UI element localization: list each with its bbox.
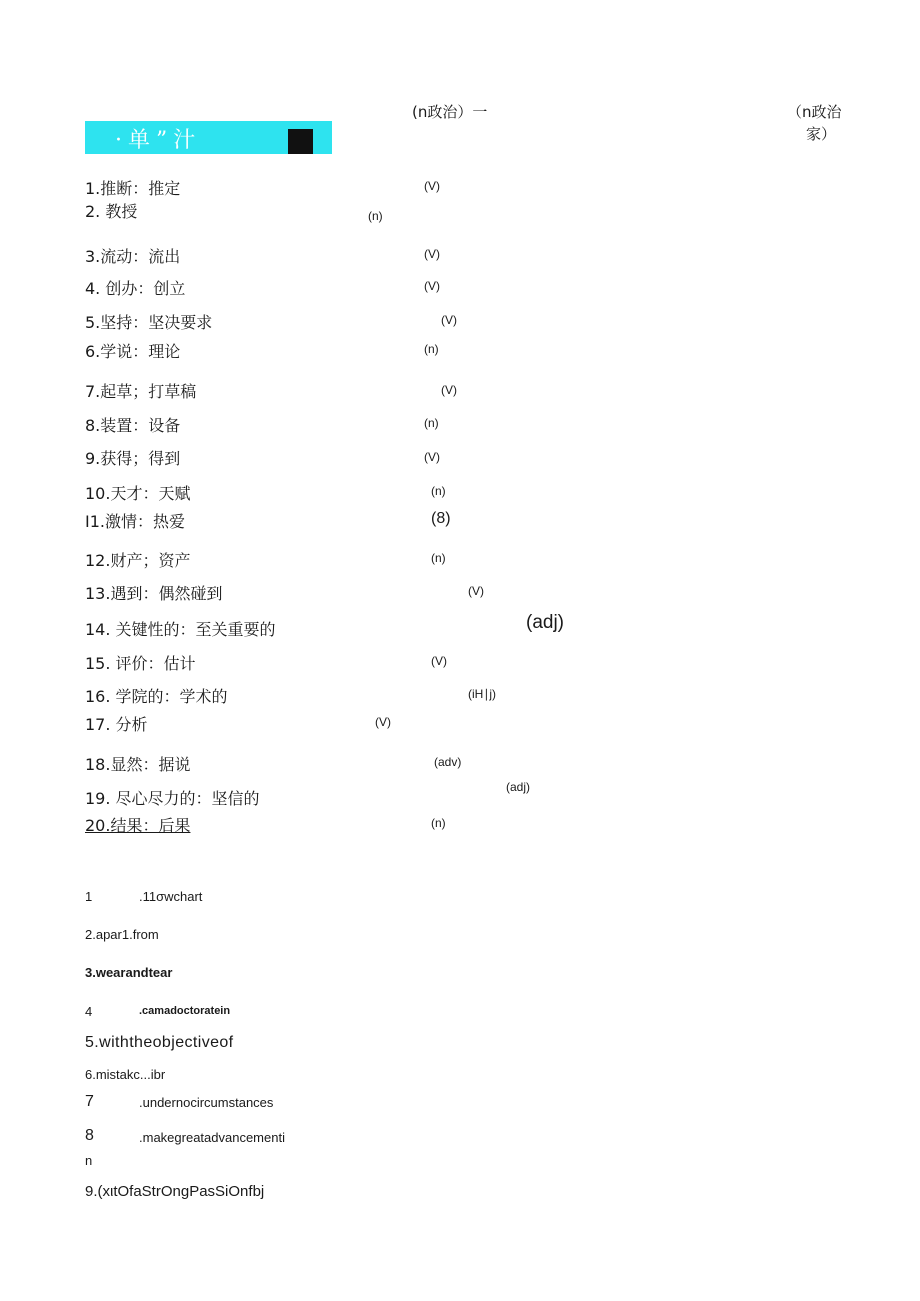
phrase-text: .camadoctoratein [139,1005,231,1017]
section-banner-title: ·单”汁 [115,128,202,153]
phrase-text: .makegreatadvancementi [139,1130,285,1145]
vocab-term: 7.起草；打草稿 [85,382,197,401]
vocab-term: 1.推断：推定 [85,179,181,198]
vocab-term: 13.遇到：偶然碰到 [85,584,223,603]
vocab-term: 19. 尽心尽力的：坚信的 [85,789,260,808]
phrase-text: 9.(xιtOfaStrOngPasSiOnfbj [85,1183,265,1200]
vocab-pos: (V) [375,715,391,729]
vocab-pos: (V) [424,247,440,261]
vocab-pos: (8) [431,510,451,527]
vocab-term: 2. 教授 [85,202,138,221]
phrase-text: 5.withtheobjectiveof [85,1034,234,1051]
vocab-pos: (adj) [526,612,565,633]
header-note-politician-2: 家） [806,125,837,143]
vocab-term: 17. 分析 [85,715,148,734]
vocab-pos: (V) [424,279,440,293]
phrase-number: 8 [85,1127,94,1144]
vocab-term: 5.坚持：坚决要求 [85,313,213,332]
phrase-number: 4 [85,1004,93,1019]
header-note-politician-1: （n政治 [787,103,842,121]
vocab-term: 14. 关键性的：至关重要的 [85,620,276,639]
phrase-text: 3.wearandtear [85,965,173,980]
phrase-text: .11σwchart [139,889,203,904]
vocab-term: 10.天才：天赋 [85,484,191,503]
vocab-term: 18.显然：据说 [85,755,191,774]
phrase-number: 7 [85,1093,94,1110]
vocab-pos: (n) [431,484,446,498]
vocab-pos: (V) [441,313,457,327]
vocab-pos: (V) [468,584,484,598]
phrase-text: n [85,1153,93,1168]
vocab-term: 6.学说：理论 [85,342,181,361]
section-banner [85,121,332,154]
vocab-pos: (n) [424,416,439,430]
vocab-term: 12.财产；资产 [85,551,191,570]
vocab-pos: (adj) [506,780,531,794]
vocab-pos: (V) [441,383,457,397]
vocab-pos: (V) [424,450,440,464]
vocab-pos: (n) [368,209,383,223]
vocab-pos: (adv) [434,755,462,769]
banner-block-icon [288,129,313,154]
vocab-term: 16. 学院的：学术的 [85,687,228,706]
vocab-term: 9.获得；得到 [85,449,181,468]
header-note-politics: (n政治）一 [412,103,488,121]
phrase-number: 1 [85,889,93,904]
phrase-text: .undernocircumstances [139,1095,274,1110]
vocab-pos: (V) [424,179,440,193]
vocab-term: 4. 创办：创立 [85,279,186,298]
phrase-text: 2.apar1.from [85,927,159,942]
vocab-pos: (V) [431,654,447,668]
vocab-pos: (n) [431,816,446,830]
vocab-pos: (n) [431,551,446,565]
vocab-pos: (n) [424,342,439,356]
vocab-term: 20.结果：后果 [85,816,191,835]
vocab-pos: (iH∣j) [468,687,496,701]
vocab-term: 15. 评价：估计 [85,654,196,673]
phrase-text: 6.mistakc...ibr [85,1067,166,1082]
vocab-term: 8.装置：设备 [85,416,181,435]
vocab-term: 3.流动：流出 [85,247,181,266]
vocab-term: I1.激情：热爱 [85,512,185,531]
